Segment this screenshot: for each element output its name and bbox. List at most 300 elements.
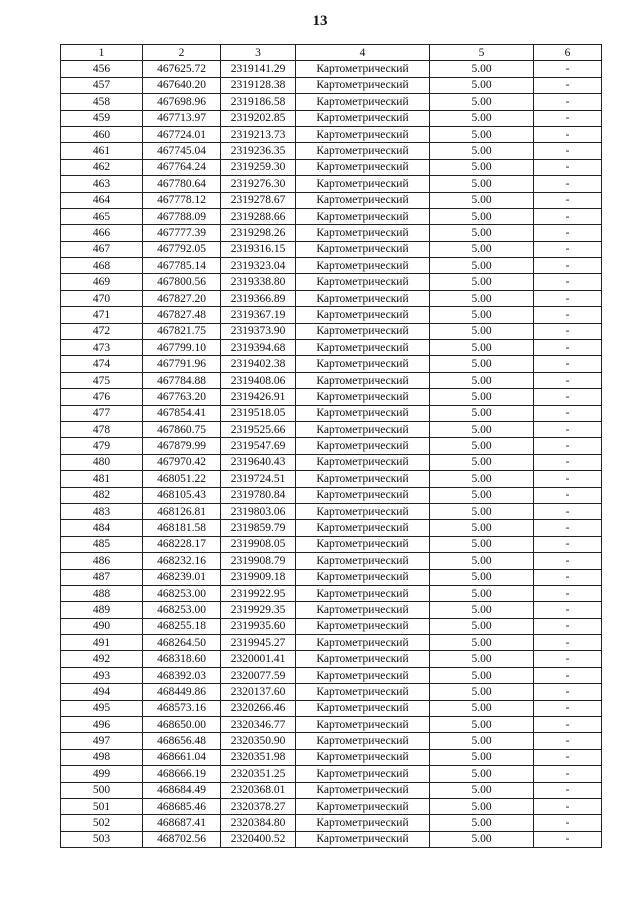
method-cell: Картометрический bbox=[296, 143, 430, 159]
note-cell: - bbox=[534, 651, 602, 667]
point-number-cell: 489 bbox=[61, 602, 143, 618]
x-coordinate-cell: 468264.50 bbox=[143, 635, 221, 651]
method-cell: Картометрический bbox=[296, 389, 430, 405]
y-coordinate-cell: 2319278.67 bbox=[221, 192, 296, 208]
point-number-cell: 494 bbox=[61, 684, 143, 700]
y-coordinate-cell: 2319338.80 bbox=[221, 274, 296, 290]
point-number-cell: 456 bbox=[61, 61, 143, 77]
y-coordinate-cell: 2319394.68 bbox=[221, 340, 296, 356]
y-coordinate-cell: 2320346.77 bbox=[221, 717, 296, 733]
y-coordinate-cell: 2319859.79 bbox=[221, 520, 296, 536]
x-coordinate-cell: 468232.16 bbox=[143, 553, 221, 569]
table-row bbox=[61, 208, 602, 224]
table-header bbox=[61, 45, 602, 61]
note-cell: - bbox=[534, 143, 602, 159]
method-cell: Картометрический bbox=[296, 454, 430, 470]
point-number-cell: 498 bbox=[61, 749, 143, 765]
x-coordinate-cell: 467625.72 bbox=[143, 61, 221, 77]
table-row bbox=[61, 815, 602, 831]
method-cell: Картометрический bbox=[296, 700, 430, 716]
x-coordinate-cell: 468239.01 bbox=[143, 569, 221, 585]
column-header: 5 bbox=[430, 45, 534, 61]
method-cell: Картометрический bbox=[296, 159, 430, 175]
note-cell: - bbox=[534, 405, 602, 421]
x-coordinate-cell: 467970.42 bbox=[143, 454, 221, 470]
table-row bbox=[61, 225, 602, 241]
note-cell: - bbox=[534, 585, 602, 601]
accuracy-cell: 5.00 bbox=[430, 684, 534, 700]
note-cell: - bbox=[534, 602, 602, 618]
y-coordinate-cell: 2320384.80 bbox=[221, 815, 296, 831]
y-coordinate-cell: 2319366.89 bbox=[221, 290, 296, 306]
note-cell: - bbox=[534, 471, 602, 487]
accuracy-cell: 5.00 bbox=[430, 454, 534, 470]
note-cell: - bbox=[534, 126, 602, 142]
accuracy-cell: 5.00 bbox=[430, 717, 534, 733]
point-number-cell: 459 bbox=[61, 110, 143, 126]
note-cell: - bbox=[534, 487, 602, 503]
method-cell: Картометрический bbox=[296, 651, 430, 667]
point-number-cell: 493 bbox=[61, 667, 143, 683]
note-cell: - bbox=[534, 684, 602, 700]
point-number-cell: 458 bbox=[61, 94, 143, 110]
x-coordinate-cell: 468126.81 bbox=[143, 503, 221, 519]
method-cell: Картометрический bbox=[296, 831, 430, 847]
note-cell: - bbox=[534, 618, 602, 634]
accuracy-cell: 5.00 bbox=[430, 602, 534, 618]
method-cell: Картометрический bbox=[296, 553, 430, 569]
method-cell: Картометрический bbox=[296, 290, 430, 306]
table-row bbox=[61, 684, 602, 700]
method-cell: Картометрический bbox=[296, 421, 430, 437]
y-coordinate-cell: 2320350.90 bbox=[221, 733, 296, 749]
table-row bbox=[61, 635, 602, 651]
x-coordinate-cell: 468318.60 bbox=[143, 651, 221, 667]
point-number-cell: 472 bbox=[61, 323, 143, 339]
method-cell: Картометрический bbox=[296, 569, 430, 585]
note-cell: - bbox=[534, 536, 602, 552]
point-number-cell: 479 bbox=[61, 438, 143, 454]
note-cell: - bbox=[534, 717, 602, 733]
point-number-cell: 480 bbox=[61, 454, 143, 470]
accuracy-cell: 5.00 bbox=[430, 536, 534, 552]
x-coordinate-cell: 468051.22 bbox=[143, 471, 221, 487]
accuracy-cell: 5.00 bbox=[430, 831, 534, 847]
note-cell: - bbox=[534, 438, 602, 454]
y-coordinate-cell: 2319259.30 bbox=[221, 159, 296, 175]
accuracy-cell: 5.00 bbox=[430, 815, 534, 831]
y-coordinate-cell: 2319367.19 bbox=[221, 307, 296, 323]
table-row bbox=[61, 356, 602, 372]
column-header: 1 bbox=[61, 45, 143, 61]
accuracy-cell: 5.00 bbox=[430, 635, 534, 651]
method-cell: Картометрический bbox=[296, 274, 430, 290]
accuracy-cell: 5.00 bbox=[430, 126, 534, 142]
accuracy-cell: 5.00 bbox=[430, 225, 534, 241]
y-coordinate-cell: 2319236.35 bbox=[221, 143, 296, 159]
note-cell: - bbox=[534, 356, 602, 372]
y-coordinate-cell: 2319316.15 bbox=[221, 241, 296, 257]
y-coordinate-cell: 2319298.26 bbox=[221, 225, 296, 241]
note-cell: - bbox=[534, 454, 602, 470]
table-row bbox=[61, 749, 602, 765]
x-coordinate-cell: 467879.99 bbox=[143, 438, 221, 454]
y-coordinate-cell: 2319909.18 bbox=[221, 569, 296, 585]
note-cell: - bbox=[534, 798, 602, 814]
table-row bbox=[61, 733, 602, 749]
method-cell: Картометрический bbox=[296, 733, 430, 749]
y-coordinate-cell: 2319186.58 bbox=[221, 94, 296, 110]
point-number-cell: 499 bbox=[61, 766, 143, 782]
point-number-cell: 464 bbox=[61, 192, 143, 208]
point-number-cell: 465 bbox=[61, 208, 143, 224]
x-coordinate-cell: 468685.46 bbox=[143, 798, 221, 814]
point-number-cell: 502 bbox=[61, 815, 143, 831]
y-coordinate-cell: 2319908.05 bbox=[221, 536, 296, 552]
note-cell: - bbox=[534, 749, 602, 765]
point-number-cell: 461 bbox=[61, 143, 143, 159]
method-cell: Картометрический bbox=[296, 602, 430, 618]
x-coordinate-cell: 468228.17 bbox=[143, 536, 221, 552]
point-number-cell: 488 bbox=[61, 585, 143, 601]
note-cell: - bbox=[534, 94, 602, 110]
y-coordinate-cell: 2319780.84 bbox=[221, 487, 296, 503]
note-cell: - bbox=[534, 274, 602, 290]
method-cell: Картометрический bbox=[296, 192, 430, 208]
accuracy-cell: 5.00 bbox=[430, 421, 534, 437]
accuracy-cell: 5.00 bbox=[430, 61, 534, 77]
accuracy-cell: 5.00 bbox=[430, 766, 534, 782]
y-coordinate-cell: 2319922.95 bbox=[221, 585, 296, 601]
y-coordinate-cell: 2320351.98 bbox=[221, 749, 296, 765]
method-cell: Картометрический bbox=[296, 307, 430, 323]
method-cell: Картометрический bbox=[296, 208, 430, 224]
x-coordinate-cell: 467778.12 bbox=[143, 192, 221, 208]
table-row bbox=[61, 323, 602, 339]
table-row bbox=[61, 290, 602, 306]
table-row bbox=[61, 585, 602, 601]
table-row bbox=[61, 471, 602, 487]
method-cell: Картометрический bbox=[296, 438, 430, 454]
x-coordinate-cell: 468255.18 bbox=[143, 618, 221, 634]
x-coordinate-cell: 468181.58 bbox=[143, 520, 221, 536]
point-number-cell: 469 bbox=[61, 274, 143, 290]
point-number-cell: 484 bbox=[61, 520, 143, 536]
accuracy-cell: 5.00 bbox=[430, 372, 534, 388]
column-header: 4 bbox=[296, 45, 430, 61]
point-number-cell: 496 bbox=[61, 717, 143, 733]
point-number-cell: 460 bbox=[61, 126, 143, 142]
note-cell: - bbox=[534, 340, 602, 356]
point-number-cell: 477 bbox=[61, 405, 143, 421]
note-cell: - bbox=[534, 503, 602, 519]
table-row bbox=[61, 405, 602, 421]
x-coordinate-cell: 467788.09 bbox=[143, 208, 221, 224]
accuracy-cell: 5.00 bbox=[430, 274, 534, 290]
method-cell: Картометрический bbox=[296, 536, 430, 552]
x-coordinate-cell: 468449.86 bbox=[143, 684, 221, 700]
x-coordinate-cell: 467724.01 bbox=[143, 126, 221, 142]
table-row bbox=[61, 536, 602, 552]
table-row bbox=[61, 569, 602, 585]
point-number-cell: 483 bbox=[61, 503, 143, 519]
y-coordinate-cell: 2319373.90 bbox=[221, 323, 296, 339]
method-cell: Картометрический bbox=[296, 766, 430, 782]
point-number-cell: 500 bbox=[61, 782, 143, 798]
method-cell: Картометрический bbox=[296, 667, 430, 683]
note-cell: - bbox=[534, 733, 602, 749]
table-row bbox=[61, 61, 602, 77]
x-coordinate-cell: 468253.00 bbox=[143, 602, 221, 618]
method-cell: Картометрический bbox=[296, 356, 430, 372]
point-number-cell: 503 bbox=[61, 831, 143, 847]
table-row bbox=[61, 94, 602, 110]
table-row bbox=[61, 454, 602, 470]
x-coordinate-cell: 467860.75 bbox=[143, 421, 221, 437]
x-coordinate-cell: 468105.43 bbox=[143, 487, 221, 503]
accuracy-cell: 5.00 bbox=[430, 520, 534, 536]
accuracy-cell: 5.00 bbox=[430, 569, 534, 585]
y-coordinate-cell: 2319929.35 bbox=[221, 602, 296, 618]
accuracy-cell: 5.00 bbox=[430, 487, 534, 503]
point-number-cell: 491 bbox=[61, 635, 143, 651]
point-number-cell: 501 bbox=[61, 798, 143, 814]
method-cell: Картометрический bbox=[296, 471, 430, 487]
accuracy-cell: 5.00 bbox=[430, 733, 534, 749]
x-coordinate-cell: 467640.20 bbox=[143, 77, 221, 93]
column-header: 3 bbox=[221, 45, 296, 61]
x-coordinate-cell: 467792.05 bbox=[143, 241, 221, 257]
note-cell: - bbox=[534, 290, 602, 306]
accuracy-cell: 5.00 bbox=[430, 110, 534, 126]
point-number-cell: 475 bbox=[61, 372, 143, 388]
table-row bbox=[61, 110, 602, 126]
method-cell: Картометрический bbox=[296, 405, 430, 421]
note-cell: - bbox=[534, 831, 602, 847]
x-coordinate-cell: 467780.64 bbox=[143, 176, 221, 192]
table-row bbox=[61, 782, 602, 798]
y-coordinate-cell: 2319402.38 bbox=[221, 356, 296, 372]
accuracy-cell: 5.00 bbox=[430, 340, 534, 356]
note-cell: - bbox=[534, 176, 602, 192]
method-cell: Картометрический bbox=[296, 798, 430, 814]
accuracy-cell: 5.00 bbox=[430, 307, 534, 323]
point-number-cell: 471 bbox=[61, 307, 143, 323]
table-row bbox=[61, 192, 602, 208]
y-coordinate-cell: 2320400.52 bbox=[221, 831, 296, 847]
note-cell: - bbox=[534, 553, 602, 569]
accuracy-cell: 5.00 bbox=[430, 749, 534, 765]
note-cell: - bbox=[534, 61, 602, 77]
point-number-cell: 495 bbox=[61, 700, 143, 716]
point-number-cell: 492 bbox=[61, 651, 143, 667]
table-row bbox=[61, 143, 602, 159]
method-cell: Картометрический bbox=[296, 815, 430, 831]
table-row bbox=[61, 618, 602, 634]
note-cell: - bbox=[534, 307, 602, 323]
x-coordinate-cell: 467763.20 bbox=[143, 389, 221, 405]
method-cell: Картометрический bbox=[296, 782, 430, 798]
note-cell: - bbox=[534, 372, 602, 388]
table-row bbox=[61, 274, 602, 290]
accuracy-cell: 5.00 bbox=[430, 77, 534, 93]
x-coordinate-cell: 468702.56 bbox=[143, 831, 221, 847]
accuracy-cell: 5.00 bbox=[430, 553, 534, 569]
note-cell: - bbox=[534, 667, 602, 683]
x-coordinate-cell: 468661.04 bbox=[143, 749, 221, 765]
y-coordinate-cell: 2320351.25 bbox=[221, 766, 296, 782]
x-coordinate-cell: 467821.75 bbox=[143, 323, 221, 339]
x-coordinate-cell: 467784.88 bbox=[143, 372, 221, 388]
y-coordinate-cell: 2319518.05 bbox=[221, 405, 296, 421]
x-coordinate-cell: 468684.49 bbox=[143, 782, 221, 798]
accuracy-cell: 5.00 bbox=[430, 143, 534, 159]
method-cell: Картометрический bbox=[296, 176, 430, 192]
point-number-cell: 468 bbox=[61, 258, 143, 274]
accuracy-cell: 5.00 bbox=[430, 585, 534, 601]
x-coordinate-cell: 467745.04 bbox=[143, 143, 221, 159]
accuracy-cell: 5.00 bbox=[430, 667, 534, 683]
point-number-cell: 473 bbox=[61, 340, 143, 356]
y-coordinate-cell: 2320266.46 bbox=[221, 700, 296, 716]
table-row bbox=[61, 159, 602, 175]
accuracy-cell: 5.00 bbox=[430, 405, 534, 421]
x-coordinate-cell: 467799.10 bbox=[143, 340, 221, 356]
note-cell: - bbox=[534, 208, 602, 224]
method-cell: Картометрический bbox=[296, 94, 430, 110]
point-number-cell: 457 bbox=[61, 77, 143, 93]
method-cell: Картометрический bbox=[296, 77, 430, 93]
coordinates-table bbox=[60, 44, 602, 848]
x-coordinate-cell: 468656.48 bbox=[143, 733, 221, 749]
table-row bbox=[61, 553, 602, 569]
table-row bbox=[61, 307, 602, 323]
table-row bbox=[61, 77, 602, 93]
note-cell: - bbox=[534, 323, 602, 339]
point-number-cell: 486 bbox=[61, 553, 143, 569]
accuracy-cell: 5.00 bbox=[430, 323, 534, 339]
x-coordinate-cell: 467698.96 bbox=[143, 94, 221, 110]
method-cell: Картометрический bbox=[296, 487, 430, 503]
method-cell: Картометрический bbox=[296, 635, 430, 651]
y-coordinate-cell: 2319908.79 bbox=[221, 553, 296, 569]
note-cell: - bbox=[534, 159, 602, 175]
y-coordinate-cell: 2319288.66 bbox=[221, 208, 296, 224]
y-coordinate-cell: 2320378.27 bbox=[221, 798, 296, 814]
point-number-cell: 481 bbox=[61, 471, 143, 487]
method-cell: Картометрический bbox=[296, 520, 430, 536]
accuracy-cell: 5.00 bbox=[430, 700, 534, 716]
x-coordinate-cell: 467764.24 bbox=[143, 159, 221, 175]
method-cell: Картометрический bbox=[296, 618, 430, 634]
y-coordinate-cell: 2319128.38 bbox=[221, 77, 296, 93]
y-coordinate-cell: 2319408.06 bbox=[221, 372, 296, 388]
point-number-cell: 490 bbox=[61, 618, 143, 634]
y-coordinate-cell: 2319323.04 bbox=[221, 258, 296, 274]
method-cell: Картометрический bbox=[296, 717, 430, 733]
x-coordinate-cell: 467800.56 bbox=[143, 274, 221, 290]
y-coordinate-cell: 2320077.59 bbox=[221, 667, 296, 683]
y-coordinate-cell: 2320001.41 bbox=[221, 651, 296, 667]
point-number-cell: 482 bbox=[61, 487, 143, 503]
accuracy-cell: 5.00 bbox=[430, 258, 534, 274]
note-cell: - bbox=[534, 389, 602, 405]
accuracy-cell: 5.00 bbox=[430, 176, 534, 192]
table-row bbox=[61, 241, 602, 257]
column-header: 2 bbox=[143, 45, 221, 61]
table-row bbox=[61, 421, 602, 437]
y-coordinate-cell: 2320137.60 bbox=[221, 684, 296, 700]
x-coordinate-cell: 467854.41 bbox=[143, 405, 221, 421]
point-number-cell: 478 bbox=[61, 421, 143, 437]
x-coordinate-cell: 467827.48 bbox=[143, 307, 221, 323]
accuracy-cell: 5.00 bbox=[430, 471, 534, 487]
table-row bbox=[61, 389, 602, 405]
point-number-cell: 463 bbox=[61, 176, 143, 192]
accuracy-cell: 5.00 bbox=[430, 651, 534, 667]
table-row bbox=[61, 766, 602, 782]
point-number-cell: 476 bbox=[61, 389, 143, 405]
note-cell: - bbox=[534, 520, 602, 536]
table-row bbox=[61, 126, 602, 142]
accuracy-cell: 5.00 bbox=[430, 94, 534, 110]
method-cell: Картометрический bbox=[296, 258, 430, 274]
table-row bbox=[61, 520, 602, 536]
note-cell: - bbox=[534, 569, 602, 585]
note-cell: - bbox=[534, 766, 602, 782]
method-cell: Картометрический bbox=[296, 225, 430, 241]
accuracy-cell: 5.00 bbox=[430, 389, 534, 405]
note-cell: - bbox=[534, 700, 602, 716]
y-coordinate-cell: 2319202.85 bbox=[221, 110, 296, 126]
y-coordinate-cell: 2319213.73 bbox=[221, 126, 296, 142]
y-coordinate-cell: 2319276.30 bbox=[221, 176, 296, 192]
table-row bbox=[61, 438, 602, 454]
y-coordinate-cell: 2319525.66 bbox=[221, 421, 296, 437]
y-coordinate-cell: 2319141.29 bbox=[221, 61, 296, 77]
method-cell: Картометрический bbox=[296, 585, 430, 601]
y-coordinate-cell: 2319547.69 bbox=[221, 438, 296, 454]
method-cell: Картометрический bbox=[296, 503, 430, 519]
table-row bbox=[61, 176, 602, 192]
table-row bbox=[61, 651, 602, 667]
accuracy-cell: 5.00 bbox=[430, 782, 534, 798]
note-cell: - bbox=[534, 110, 602, 126]
table-body bbox=[61, 61, 602, 848]
note-cell: - bbox=[534, 192, 602, 208]
note-cell: - bbox=[534, 815, 602, 831]
column-header: 6 bbox=[534, 45, 602, 61]
method-cell: Картометрический bbox=[296, 749, 430, 765]
method-cell: Картометрический bbox=[296, 241, 430, 257]
accuracy-cell: 5.00 bbox=[430, 618, 534, 634]
table-row bbox=[61, 667, 602, 683]
method-cell: Картометрический bbox=[296, 323, 430, 339]
y-coordinate-cell: 2319724.51 bbox=[221, 471, 296, 487]
x-coordinate-cell: 468666.19 bbox=[143, 766, 221, 782]
table-row bbox=[61, 503, 602, 519]
table-row bbox=[61, 258, 602, 274]
y-coordinate-cell: 2319640.43 bbox=[221, 454, 296, 470]
point-number-cell: 466 bbox=[61, 225, 143, 241]
x-coordinate-cell: 468253.00 bbox=[143, 585, 221, 601]
point-number-cell: 474 bbox=[61, 356, 143, 372]
method-cell: Картометрический bbox=[296, 110, 430, 126]
x-coordinate-cell: 467777.39 bbox=[143, 225, 221, 241]
table-row bbox=[61, 700, 602, 716]
point-number-cell: 487 bbox=[61, 569, 143, 585]
table-row bbox=[61, 717, 602, 733]
